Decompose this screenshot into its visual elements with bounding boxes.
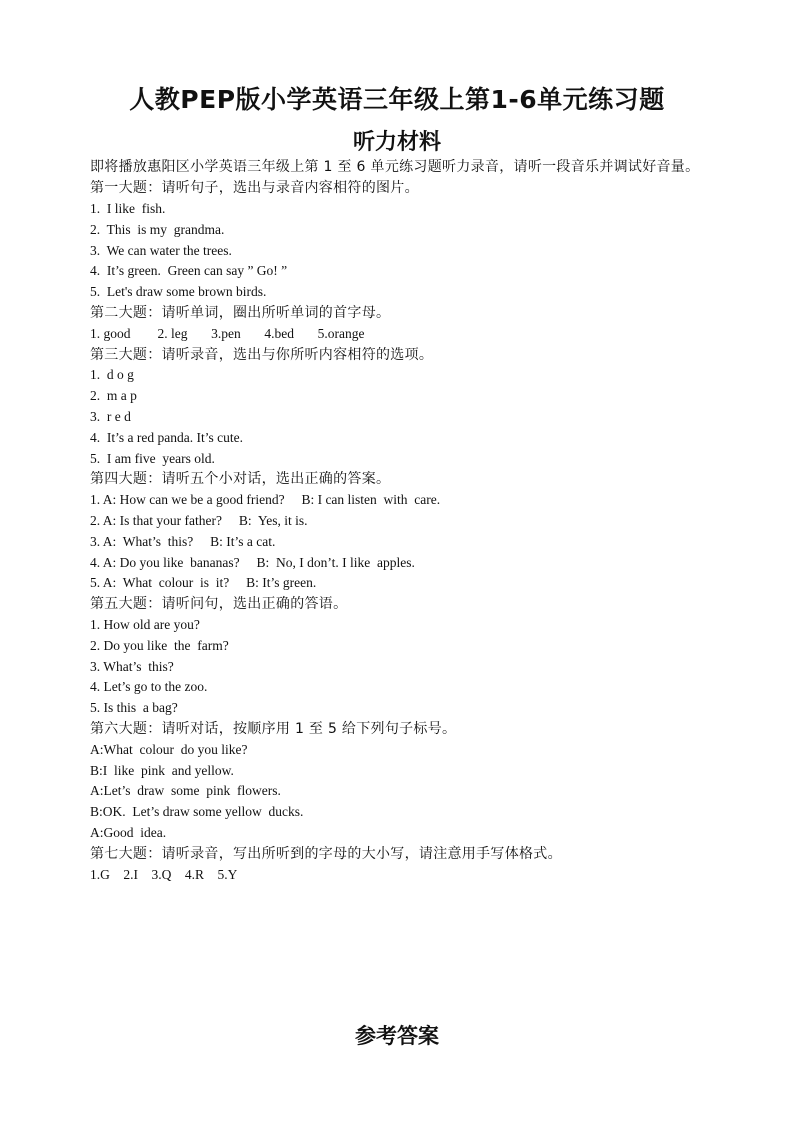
section6-list — [90, 740, 710, 844]
page-title: 人教PEP版小学英语三年级上第1-6单元练习题 — [129, 85, 665, 114]
list-item: 4. It’s a red panda. It’s cute. — [90, 429, 243, 445]
list-item: 1. How old are you? — [90, 616, 200, 632]
list-item: A:Let’s draw some pink flowers. — [90, 783, 281, 799]
list-item: 5. Is this a bag? — [90, 700, 178, 716]
section2-heading: 第二大题：请听单词，圈出所听单词的首字母。 — [90, 304, 391, 321]
list-item: 1. I like fish. — [90, 201, 166, 216]
section2-items: 1. good 2. leg 3.pen 4.bed 5.orange — [90, 325, 365, 341]
list-item: 2. Do you like the farm? — [90, 637, 229, 653]
list-item: 4. Let’s go to the zoo. — [90, 679, 208, 695]
list-item: 1. A: How can we be a good friend? B: I can listen with care. — [90, 492, 441, 508]
section7-items: 1.G 2.I 3.Q 4.R 5.Y — [90, 866, 238, 882]
section3-list — [90, 365, 710, 469]
list-item: B:I like pink and yellow. — [90, 762, 234, 778]
list-item: A:What colour do you like? — [90, 741, 248, 757]
section4-list — [90, 490, 710, 594]
list-item: 3. r e d — [90, 408, 131, 424]
list-item: 4. A: Do you like bananas? B: No, I don’t. I like apples. — [90, 554, 415, 570]
page-subtitle: 听力材料 — [352, 130, 441, 155]
list-item: A:Good idea. — [90, 824, 167, 840]
list-item: 5. A: What colour is it? B: It’s green. — [90, 575, 317, 591]
section5-heading: 第五大题：请听问句，选出正确的答语。 — [90, 596, 348, 613]
section7-heading: 第七大题：请听录音，写出所听到的字母的大小写，请注意用手写体格式。 — [90, 845, 562, 862]
list-item: 2. This is my grandma. — [90, 221, 225, 237]
list-item: 4. It’s green. Green can say ” Go! ” — [90, 263, 288, 279]
list-item: 3. What’s this? — [90, 658, 174, 674]
list-item: 2. A: Is that your father? B: Yes, it is. — [90, 512, 308, 528]
listening-material — [90, 157, 710, 885]
answer-title: 参考答案 — [355, 1024, 439, 1048]
list-item: 5. Let's draw some brown birds. — [90, 284, 267, 300]
section5-list — [90, 615, 710, 719]
section4-heading: 第四大题：请听五个小对话，选出正确的答案。 — [90, 471, 391, 488]
section1-list — [90, 199, 710, 303]
list-item: 5. I am five years old. — [90, 450, 215, 466]
section3-heading: 第三大题：请听录音，选出与你所听内容相符的选项。 — [90, 346, 434, 363]
intro-paragraph: 即将播放惠阳区小学英语三年级上第 1 至 6 单元练习题听力录音，请听一段音乐并调试好音量。第一大题：请听句子，选出与录音内容相符的图片。 — [90, 159, 700, 196]
list-item: 2. m a p — [90, 388, 137, 404]
list-item: 3. A: What’s this? B: It’s a cat. — [90, 533, 276, 549]
section6-heading: 第六大题：请听对话，按顺序用 1 至 5 给下列句子标号。 — [90, 720, 457, 737]
list-item: 3. We can water the trees. — [90, 242, 232, 258]
list-item: 1. d o g — [90, 367, 134, 383]
list-item: B:OK. Let’s draw some yellow ducks. — [90, 804, 304, 820]
